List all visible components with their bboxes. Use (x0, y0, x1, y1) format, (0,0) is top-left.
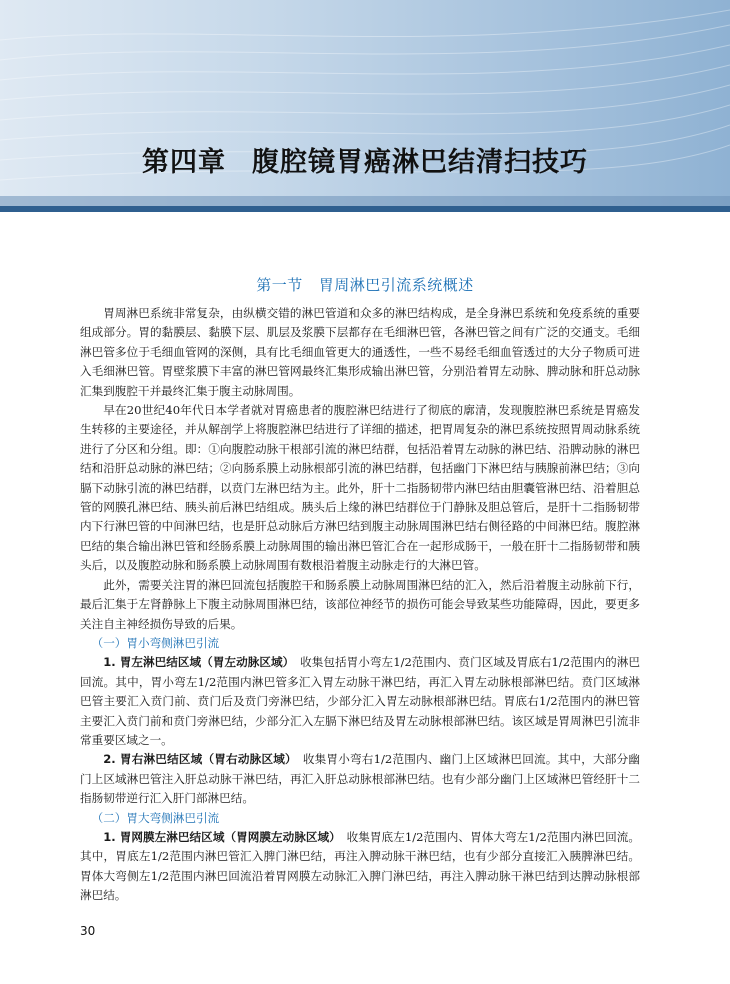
paragraph: 此外，需要关注胃的淋巴回流包括腹腔干和肠系膜上动脉周围淋巴结的汇入，然后沿着腹主动脉前下行，最后汇集于左肾静脉上下腹主动脉周围淋巴结，该部位神经节的损伤可能会导致某些功能障碍，因此，要更多关注自主神经损伤导致的后果。 (80, 577, 640, 631)
decorative-wave-lines (0, 0, 730, 212)
item-lead: 1. 胃网膜左淋巴结区域（胃网膜左动脉区域） (103, 829, 336, 844)
section-name: 胃周淋巴引流系统概述 (318, 276, 474, 294)
list-item (80, 750, 640, 808)
subsection-heading: （一）胃小弯侧淋巴引流 (91, 635, 220, 650)
header-rule (0, 206, 730, 212)
chapter-header-banner (0, 0, 730, 212)
item-text: 收集胃小弯右1/2范围内、幽门上区域淋巴回流。其中，大部分幽门上区域淋巴管注入肝总动脉干淋巴结，再汇入肝总动脉根部淋巴结。也有少部分幽门上区域淋巴管经肝十二指肠韧带逆行汇入肝门部淋巴结。 (80, 752, 640, 806)
paragraph: 胃周淋巴系统非常复杂，由纵横交错的淋巴管道和众多的淋巴结构成，是全身淋巴系统和免疫系统的重要组成部分。胃的黏膜层、黏膜下层、肌层及浆膜下层都存在毛细淋巴管，各淋巴管之间有广泛的交通支。毛细淋巴管多位于毛细血管网的深侧，具有比毛细血管更大的通透性，一些不易经毛细血管透过的大分子物质可进入毛细淋巴管。胃壁浆膜下丰富的淋巴管网最终汇集形成输出淋巴管，分别沿着胃左动脉、脾动脉和肝总动脉汇集到腹腔干并最终汇集于腹主动脉周围。 (80, 306, 640, 398)
item-lead: 1. 胃左淋巴结区域（胃左动脉区域） (103, 655, 289, 670)
item-text: 收集胃底左1/2范围内、胃体大弯左1/2范围内淋巴回流。其中，胃底左1/2范围内淋巴管汇入脾门淋巴结，再注入脾动脉干淋巴结，也有少部分直接汇入胰脾淋巴结。胃体大弯侧左1/2范围内淋巴回流沿着胃网膜左动脉汇入脾门淋巴结，再注入脾动脉干淋巴结到达脾动脉根部淋巴结。 (80, 829, 640, 903)
list-item (80, 828, 640, 906)
section-number: 第一节 (256, 276, 303, 294)
chapter-number: 第四章 (142, 147, 226, 178)
item-lead: 2. 胃右淋巴结区域（胃右动脉区域） (103, 752, 292, 767)
chapter-name: 腹腔镜胃癌淋巴结清扫技巧 (252, 147, 588, 178)
paragraph: 早在20世纪40年代日本学者就对胃癌患者的腹腔淋巴结进行了彻底的廓清，发现腹腔淋巴系统是胃癌发生转移的主要途径，并从解剖学上将腹腔淋巴结进行了详细的描述，把胃周复杂的淋巴系统按照胃周动脉系统进行了分区和分组。即：①向腹腔动脉干根部引流的淋巴结群，包括沿着胃左动脉的淋巴结、沿脾动脉的淋巴结和沿肝总动脉的淋巴结；②向肠系膜上动脉根部引流的淋巴结群，包括幽门下淋巴结与胰腺前淋巴结；③向膈下动脉引流的淋巴结群，以贲门左淋巴结为主。此外，肝十二指肠韧带内淋巴结由胆囊管淋巴结、沿着胆总管的网膜孔淋巴结、胰头前后淋巴结组成。胰头后上缘的淋巴结群位于门静脉及胆总管后，是肝十二指肠韧带内下行淋巴管的中间淋巴结，也是肝总动脉后方淋巴结到腹主动脉周围淋巴结右侧径路的中间淋巴结。腹腔淋巴结的集合输出淋巴管和经肠系膜上动脉周围的输出淋巴管汇合在一起形成肠干，一般在肝十二指肠韧带和胰头后，以及腹腔动脉和肠系膜上动脉周围有数根沿着腹主动脉走行的大淋巴管。 (80, 403, 640, 573)
subsection-heading: （二）胃大弯侧淋巴引流 (91, 810, 220, 825)
body-text (80, 304, 640, 906)
page-number: 30 (80, 924, 96, 938)
list-item (80, 653, 640, 750)
section-title (0, 274, 730, 295)
chapter-title (0, 140, 730, 179)
item-text: 收集包括胃小弯左1/2范围内、贲门区域及胃底右1/2范围内的淋巴回流。其中，胃小弯左1/2范围内淋巴管多汇入胃左动脉干淋巴结，再汇入胃左动脉根部淋巴结。贲门区域淋巴管主要汇入贲门前、贲门后及贲门旁淋巴结，少部分汇入胃左动脉根部淋巴结。胃底右1/2范围内的淋巴管主要汇入贲门前和贲门旁淋巴结，少部分汇入左膈下淋巴结及胃左动脉根部淋巴结。该区域是胃周淋巴引流非常重要区域之一。 (80, 655, 640, 747)
